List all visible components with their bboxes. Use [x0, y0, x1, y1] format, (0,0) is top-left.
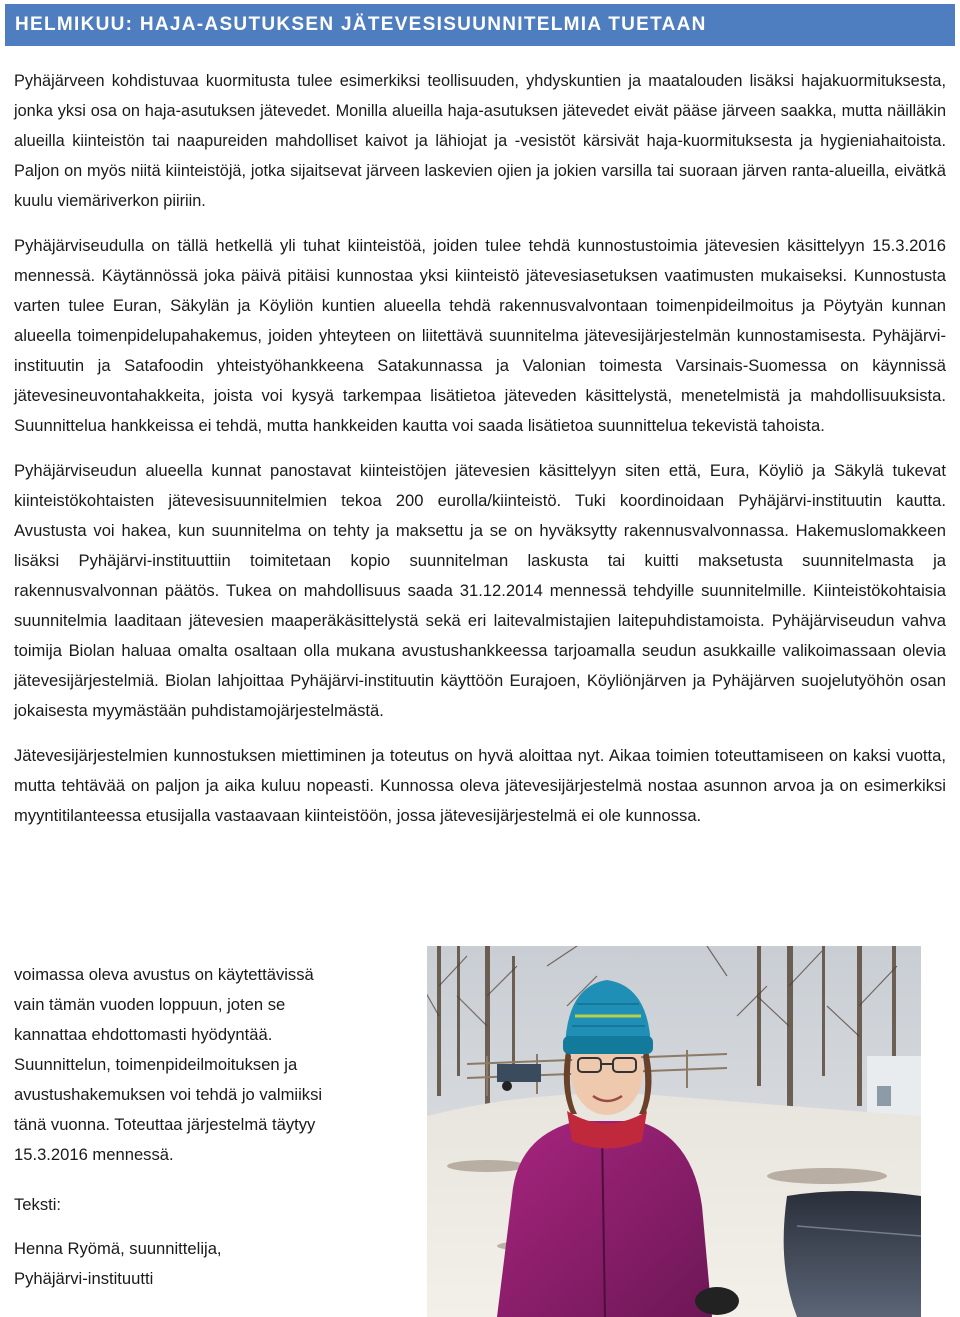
paragraph-3: Pyhäjärviseudun alueella kunnat panostavat kiinteistöjen jätevesien käsittelyyn siten että, Eura, Köyliö ja Säkylä tukevat kiinteistökohtaisten jätevesisuunnitelmien tekoa 200 eurolla/kiinteistö. Tuki koordinoidaan Pyhäjärvi-instituutin kautta. Avustusta voi hakea, kun suunnitelma on tehty ja maksettu ja se on hyväksytty rakennusvalvonnassa. Hakemuslomakkeen lisäksi Pyhäjärvi-instituuttiin toimitetaan kopio suunnitelman laskusta tai kuitti maksetusta suunnitelmasta ja rakennusvalvonnan päätös. Tukea on mahdollisuus saada 31.12.2014 mennessä tehdyille suunnitelmille. Kiinteistökohtaisia suunnitelmia laaditaan jätevesien maaperäkäsittelystä sekä eri laitevalmistajien laitepuhdistamoista. Pyhäjärviseudun vahva toimija Biolan haluaa omalta osaltaan olla mukana avustushankkeessa tarjoamalla seudun asukkaille valikoimassaan olevia jätevesijärjestelmiä. Biolan lahjoittaa Pyhäjärvi-instituutin käyttöön Eurajoen, Köyliönjärven ja Pyhäjärven suojelutyöhön osan jokaisesta myymästään puhdistamojärjestelmästä.	[14, 461, 946, 720]
paragraph-4: Jätevesijärjestelmien kunnostuksen miettiminen ja toteutus on hyvä aloittaa nyt. Aikaa toimien toteuttamiseen on kaksi vuotta, mutta tehtävää on paljon ja aika kuluu nopeasti. Kunnossa oleva jätevesijärjestelmä nostaa asunnon arvoa ja on esimerkiksi myyntitilanteessa etusijalla vastaavaan kiinteistöön, jossa jätevesijärjestelmä ei ole kunnossa.	[14, 746, 946, 825]
header-bar	[5, 4, 955, 46]
side-first-line	[14, 930, 414, 960]
author-photo	[427, 946, 921, 1317]
page-title: HELMIKUU: HAJA-ASUTUKSEN JÄTEVESISUUNNITELMIA TUETAAN	[15, 14, 707, 35]
side-line-4: Suunnittelun, toimenpideilmoituksen ja	[14, 1055, 298, 1074]
credits	[14, 1190, 414, 1294]
paragraph-2: Pyhäjärviseudulla on tällä hetkellä yli tuhat kiinteistöä, joiden tulee tehdä kunnostustoimia jätevesien käsittelyyn 15.3.2016 mennessä. Käytännössä joka päivä pitäisi kunnostaa yksi kiinteistö jätevesiasetuksen vaatimusten mukaiseksi. Kunnostusta varten tulee Euran, Säkylän ja Köyliön kuntien alueella tehdä rakennusvalvontaan toimenpideilmoitus ja Pöytyän kunnan alueella toimenpidelupahakemus, joiden yhteyteen on liitettävä suunnitelma jätevesijärjestelmän kunnostamisesta. Pyhäjärvi-instituutin ja Satafoodin yhteistyöhankkeena Satakunnassa ja Valonian toimesta Varsinais-Suomessa on käynnissä jätevesineuvontahakkeita, joista voi kysyä tarkempaa lisätietoa jäteveden käsittelystä, menetelmistä ja mahdollisuuksista. Suunnittelua hankkeissa ei tehdä, mutta hankkeiden kautta voi saada lisätietoa suunnittelua tekevistä tahoista.	[14, 236, 946, 435]
credit-organization: Pyhäjärvi-instituutti	[14, 1269, 154, 1288]
side-text	[14, 960, 414, 1170]
side-line-7: 15.3.2016 mennessä.	[14, 1145, 174, 1164]
article-body	[14, 66, 946, 831]
side-line-2: vain tämän vuoden loppuun, joten se	[14, 995, 286, 1014]
paragraph-1: Pyhäjärveen kohdistuvaa kuormitusta tulee esimerkiksi teollisuuden, yhdyskuntien ja maatalouden lisäksi hajakuormituksesta, jonka yksi osa on haja-asutuksen jätevedet. Monilla alueilla haja-asutuksen jätevedet eivät pääse järveen saakka, mutta näilläkin alueilla kiinteistön tai naapureiden mahdolliset kaivot ja lähiojat ja -vesistöt kärsivät haja-kuormituksesta ja hygieniahaitoista. Paljon on myös niitä kiinteistöjä, jotka sijaitsevat järveen laskevien ojien ja jokien varsilla tai suoraan järven ranta-alueilla, eivätkä kuulu viemäriverkon piiriin.	[14, 72, 946, 210]
side-line-5: avustushakemuksen voi tehdä jo valmiiksi	[14, 1085, 323, 1104]
credit-label: Teksti:	[14, 1195, 62, 1214]
credit-author: Henna Ryömä, suunnittelija,	[14, 1239, 222, 1258]
side-line-3: kannattaa ehdottomasti hyödyntää.	[14, 1025, 273, 1044]
side-line-6: tänä vuonna. Toteuttaa järjestelmä täytyy	[14, 1115, 316, 1134]
side-line-1: voimassa oleva avustus on käytettävissä	[14, 965, 314, 984]
